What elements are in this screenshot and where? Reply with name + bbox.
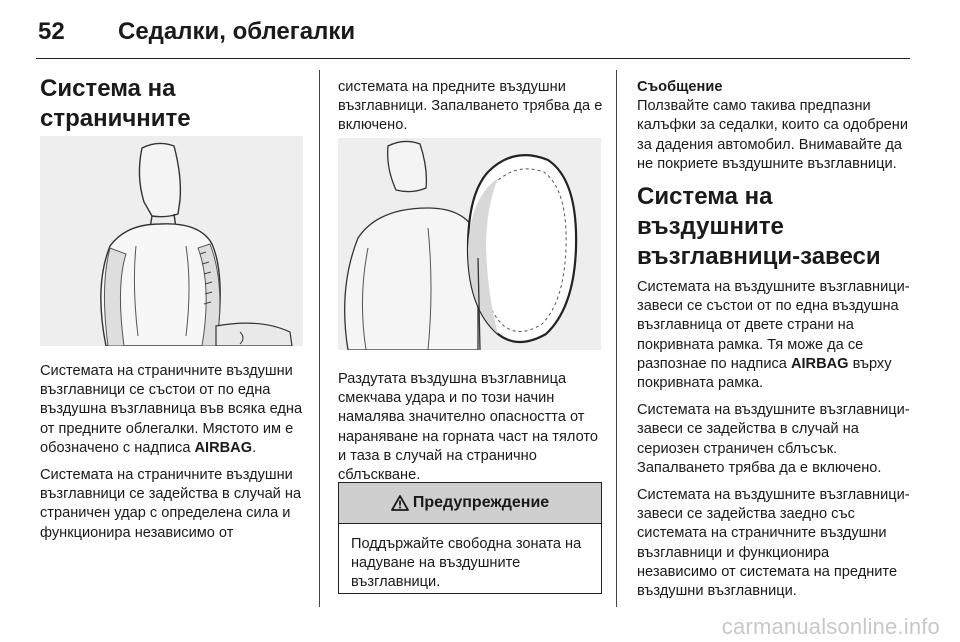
warning-header	[339, 483, 601, 524]
paragraph-curtain-airbag-activation: Системата на въздушните възглавници-завеси се задейства в случай на сериозен страничен сблъсък. Запалването трябва да е включено.	[637, 402, 910, 476]
inflated-side-airbag-illustration	[338, 138, 601, 350]
seat-with-side-airbag-icon	[40, 136, 303, 346]
paragraph-curtain-airbag-combined: Системата на въздушните възглавници-завеси се задейства заедно със системата на страничните въздушни възглавници и функционира независимо от системата на предните въздушни възглавници.	[637, 487, 910, 600]
warning-text: Поддържайте свободна зоната на надуване на въздушните възглавници.	[351, 536, 582, 591]
section-heading-curtain-airbags: Система на въздушните възглавници-завеси	[637, 183, 881, 271]
warning-box	[338, 482, 602, 594]
airbag-label-curtain: AIRBAG	[790, 355, 849, 372]
column-2-body	[338, 370, 608, 493]
paragraph-curtain-airbag-description: Системата на въздушните възглавници-завеси се състои от по една въздушна възглавница от двете страни на покривната рамка. Тя може да се разпознае по надписа AIRBAG върху покривната рамка.	[637, 279, 910, 392]
inflated-airbag-icon	[338, 138, 601, 350]
warning-title: Предупреждение	[412, 494, 550, 511]
page-number: 52	[38, 18, 65, 45]
column-1-body	[40, 362, 312, 551]
warning-triangle-icon	[391, 495, 409, 511]
paragraph-side-airbag-description: Системата на страничните въздушни възглавници се състои от по една въздушна възглавница във всяка една от предните облегалки. Мястото им е обозначено с надписа AIRBAG.	[40, 363, 303, 456]
chapter-title: Седалки, облегалки	[118, 18, 356, 45]
header-divider	[36, 58, 910, 59]
column-divider-2	[616, 70, 617, 607]
section-heading-side-airbags: Система на страничните	[40, 75, 191, 132]
airbag-label: AIRBAG	[194, 439, 253, 456]
paragraph-front-airbag-continuation: системата на предните въздушни възглавници. Запалването трябва да е включено.	[338, 79, 603, 134]
column-3	[637, 78, 911, 609]
side-airbag-seat-illustration	[40, 136, 303, 346]
column-divider-1	[319, 70, 320, 607]
column-2-top	[338, 78, 608, 144]
note-text: Ползвайте само такива предпазни калъфки за седалки, които са одобрени за дадения автомобил. Внимавайте да не покриете въздушните възглавници.	[637, 98, 909, 172]
paragraph-inflated-airbag: Раздутата въздушна възглавница смекчава удара и по този начин намалява значително опасността от нараняване на горната част на тялото и таза в случай на странично сблъскване.	[338, 371, 599, 484]
watermark: carmanualsonline.info	[721, 614, 940, 639]
paragraph-side-airbag-activation: Системата на страничните въздушни възглавници се задейства в случай на страничен удар с определена сила и функционира независимо от	[40, 467, 302, 541]
note-title: Съобщение	[637, 79, 723, 95]
